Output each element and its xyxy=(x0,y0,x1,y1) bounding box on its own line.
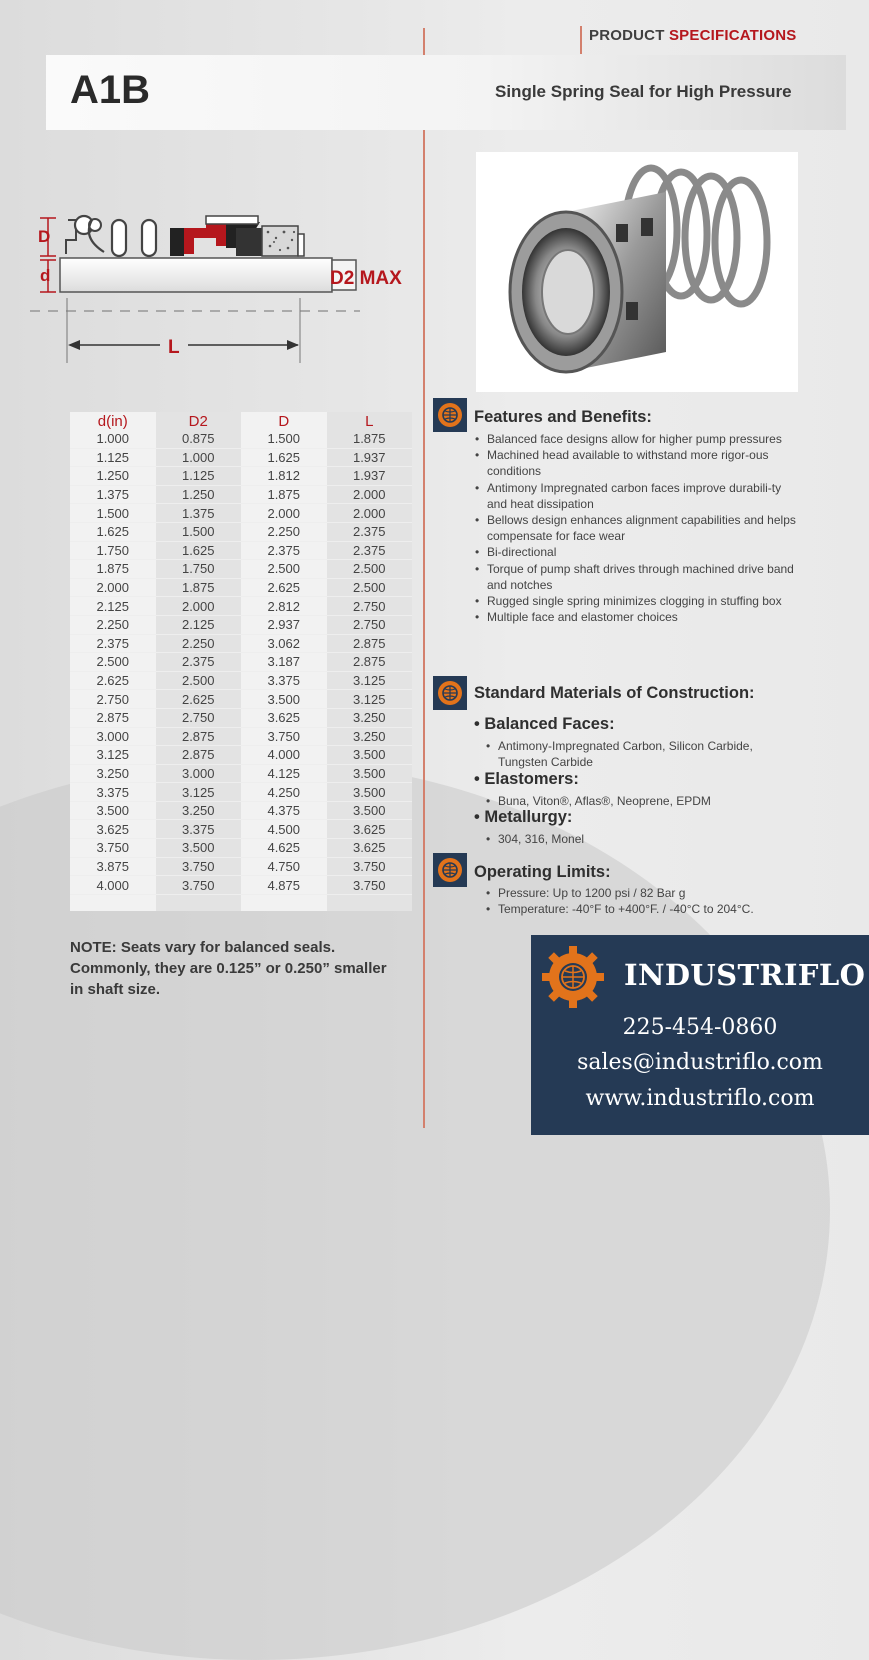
table-cell: 2.000 xyxy=(156,597,242,616)
table-cell: 3.625 xyxy=(241,708,327,727)
table-cell: 3.750 xyxy=(70,839,156,858)
table-cell: 1.937 xyxy=(327,467,413,486)
table-cell: 2.250 xyxy=(70,615,156,634)
table-cell: 3.062 xyxy=(241,634,327,653)
table-cell: 2.875 xyxy=(156,746,242,765)
list-item: • Bellows design enhances alignment capabilities and helps compensate for face wear xyxy=(474,512,804,544)
table-cell: 1.500 xyxy=(70,504,156,523)
table-cell: 3.500 xyxy=(327,783,413,802)
brand-email[interactable]: sales@industriflo.com xyxy=(577,1050,823,1075)
table-cell: 4.000 xyxy=(70,876,156,895)
table-header-row xyxy=(70,412,412,430)
table-cell: 2.000 xyxy=(70,578,156,597)
header-divider xyxy=(580,26,582,54)
table-cell: 1.625 xyxy=(70,522,156,541)
seat-note: NOTE: Seats vary for balanced seals. Commonly, they are 0.125” or 0.250” smaller in shaft size. xyxy=(70,939,387,998)
table-row xyxy=(70,522,412,541)
table-cell: 3.000 xyxy=(70,727,156,746)
table-cell: 3.625 xyxy=(70,820,156,839)
table-cell: 3.125 xyxy=(327,671,413,690)
column-header: D2 xyxy=(188,412,208,430)
table-row xyxy=(70,708,412,727)
table-cell: 3.875 xyxy=(70,857,156,876)
table-cell: 2.125 xyxy=(156,615,242,634)
vertical-divider xyxy=(423,28,425,1128)
dimension-label-d: d xyxy=(40,266,51,285)
table-cell: 4.250 xyxy=(241,783,327,802)
table-cell: 3.250 xyxy=(70,764,156,783)
table-row xyxy=(70,783,412,802)
table-cell: 1.125 xyxy=(156,467,242,486)
table-cell: 3.500 xyxy=(70,801,156,820)
features-list xyxy=(474,431,804,625)
table-row xyxy=(70,597,412,616)
table-cell: 2.375 xyxy=(241,541,327,560)
table-row xyxy=(70,560,412,579)
table-row xyxy=(70,727,412,746)
table-cell: 1.250 xyxy=(70,467,156,486)
table-cell: 2.875 xyxy=(156,727,242,746)
table-cell: 1.875 xyxy=(241,485,327,504)
table-row xyxy=(70,764,412,783)
table-row xyxy=(70,578,412,597)
list-item: • Machined head available to withstand more rigor-ous conditions xyxy=(474,447,804,479)
table-cell: 2.625 xyxy=(156,690,242,709)
dimension-label-d2-max: D2 MAX xyxy=(330,268,402,289)
table-cell: 1.937 xyxy=(327,448,413,467)
table-cell: 3.125 xyxy=(327,690,413,709)
list-item: • Multiple face and elastomer choices xyxy=(474,609,804,625)
list-item: • Pressure: Up to 1200 psi / 82 Bar g xyxy=(485,885,815,901)
product-subtitle: Single Spring Seal for High Pressure xyxy=(495,82,792,101)
seal-diagram xyxy=(30,148,413,388)
table-row xyxy=(70,615,412,634)
table-cell: 2.375 xyxy=(327,522,413,541)
table-cell: 2.500 xyxy=(327,578,413,597)
brand-phone[interactable]: 225-454-0860 xyxy=(622,1015,778,1040)
table-cell: 2.750 xyxy=(327,597,413,616)
gear-globe-icon xyxy=(433,676,467,710)
table-cell: 1.125 xyxy=(70,448,156,467)
table-cell: 4.750 xyxy=(241,857,327,876)
elastomers-list xyxy=(485,793,785,809)
table-cell: 2.875 xyxy=(327,634,413,653)
table-row xyxy=(70,504,412,523)
table-cell: 3.125 xyxy=(156,783,242,802)
table-cell: 3.375 xyxy=(156,820,242,839)
table-row xyxy=(70,653,412,672)
table-cell: 3.750 xyxy=(327,857,413,876)
industriflo-logo-icon xyxy=(540,944,606,1010)
table-cell: 2.750 xyxy=(70,690,156,709)
table-cell: 3.750 xyxy=(241,727,327,746)
table-cell: 1.875 xyxy=(327,430,413,448)
table-cell: 2.125 xyxy=(70,597,156,616)
table-cell: 2.625 xyxy=(241,578,327,597)
table-cell: 2.250 xyxy=(241,522,327,541)
table-cell: 2.812 xyxy=(241,597,327,616)
table-cell: 0.875 xyxy=(156,430,242,448)
table-cell: 2.875 xyxy=(327,653,413,672)
brand-website[interactable]: www.industriflo.com xyxy=(585,1086,815,1111)
list-item: • Balanced face designs allow for higher pump pressures xyxy=(474,431,804,447)
table-cell: 2.500 xyxy=(70,653,156,672)
table-spacer xyxy=(70,894,412,911)
metallurgy-heading: • Metallurgy: xyxy=(474,808,573,826)
table-cell: 3.500 xyxy=(327,764,413,783)
operating-limits-list xyxy=(485,885,815,917)
table-cell: 1.750 xyxy=(70,541,156,560)
balanced-faces-list xyxy=(485,738,785,770)
table-cell: 1.875 xyxy=(70,560,156,579)
table-cell: 3.625 xyxy=(327,839,413,858)
table-row xyxy=(70,671,412,690)
list-item: • Bi-directional xyxy=(474,544,804,560)
gear-globe-icon xyxy=(433,398,467,432)
table-cell: 2.000 xyxy=(241,504,327,523)
dimension-table xyxy=(70,412,412,911)
table-cell: 3.500 xyxy=(156,839,242,858)
table-row xyxy=(70,839,412,858)
operating-limits-title: Operating Limits: xyxy=(474,863,611,881)
table-cell: 2.875 xyxy=(70,708,156,727)
table-row xyxy=(70,690,412,709)
column-header: L xyxy=(365,412,374,430)
table-cell: 1.812 xyxy=(241,467,327,486)
table-row xyxy=(70,467,412,486)
table-row xyxy=(70,820,412,839)
dimension-label-D: D xyxy=(38,227,51,246)
table-cell: 2.375 xyxy=(70,634,156,653)
table-cell: 3.250 xyxy=(327,727,413,746)
table-cell: 3.125 xyxy=(70,746,156,765)
table-cell: 2.500 xyxy=(156,671,242,690)
gear-globe-icon xyxy=(433,853,467,887)
table-cell: 2.375 xyxy=(156,653,242,672)
table-row xyxy=(70,801,412,820)
metallurgy-list xyxy=(485,831,785,847)
table-cell: 2.937 xyxy=(241,615,327,634)
dimension-label-L: L xyxy=(168,337,180,358)
table-cell: 3.750 xyxy=(327,876,413,895)
table-cell: 2.250 xyxy=(156,634,242,653)
table-cell: 1.625 xyxy=(156,541,242,560)
table-cell: 4.375 xyxy=(241,801,327,820)
table-cell: 1.000 xyxy=(156,448,242,467)
table-cell: 3.500 xyxy=(327,801,413,820)
table-cell: 1.875 xyxy=(156,578,242,597)
column-header: D xyxy=(278,412,290,430)
product-specifications-heading: PRODUCT SPECIFICATIONS xyxy=(589,27,797,44)
table-row xyxy=(70,634,412,653)
table-row xyxy=(70,746,412,765)
table-cell: 3.000 xyxy=(156,764,242,783)
elastomers-heading: • Elastomers: xyxy=(474,770,579,788)
table-cell: 2.000 xyxy=(327,504,413,523)
table-cell: 3.375 xyxy=(241,671,327,690)
table-row xyxy=(70,448,412,467)
column-header: d(in) xyxy=(97,412,128,430)
table-cell: 4.125 xyxy=(241,764,327,783)
table-cell: 1.375 xyxy=(70,485,156,504)
list-item: • Antimony Impregnated carbon faces improve durabili-ty and heat dissipation xyxy=(474,480,804,512)
table-cell: 3.500 xyxy=(241,690,327,709)
table-cell: 3.750 xyxy=(156,876,242,895)
table-cell: 2.750 xyxy=(156,708,242,727)
materials-title: Standard Materials of Construction: xyxy=(474,684,755,702)
table-cell: 1.750 xyxy=(156,560,242,579)
table-cell: 3.250 xyxy=(156,801,242,820)
table-cell: 4.000 xyxy=(241,746,327,765)
table-cell: 4.875 xyxy=(241,876,327,895)
table-cell: 4.625 xyxy=(241,839,327,858)
list-item: • Buna, Viton®, Aflas®, Neoprene, EPDM xyxy=(485,793,785,809)
table-row xyxy=(70,430,412,448)
table-cell: 2.625 xyxy=(70,671,156,690)
table-cell: 1.375 xyxy=(156,504,242,523)
table-cell: 1.625 xyxy=(241,448,327,467)
list-item: • Antimony-Impregnated Carbon, Silicon Carbide, Tungsten Carbide xyxy=(485,738,785,770)
table-cell: 3.500 xyxy=(327,746,413,765)
table-cell: 3.750 xyxy=(156,857,242,876)
table-row xyxy=(70,485,412,504)
table-cell: 1.500 xyxy=(156,522,242,541)
table-row xyxy=(70,876,412,895)
brand-name: INDUSTRIFLO xyxy=(624,958,866,992)
list-item: • Torque of pump shaft drives through machined drive band and notches xyxy=(474,561,804,593)
product-photo xyxy=(476,152,798,392)
list-item: • Rugged single spring minimizes clogging in stuffing box xyxy=(474,593,804,609)
list-item: • 304, 316, Monel xyxy=(485,831,785,847)
table-row xyxy=(70,857,412,876)
table-cell: 2.375 xyxy=(327,541,413,560)
table-cell: 3.375 xyxy=(70,783,156,802)
table-cell: 1.250 xyxy=(156,485,242,504)
table-cell: 2.750 xyxy=(327,615,413,634)
features-title: Features and Benefits: xyxy=(474,408,652,426)
table-cell: 2.500 xyxy=(327,560,413,579)
table-cell: 3.187 xyxy=(241,653,327,672)
table-cell: 4.500 xyxy=(241,820,327,839)
model-name: A1B xyxy=(70,68,151,112)
table-cell: 1.000 xyxy=(70,430,156,448)
table-row xyxy=(70,541,412,560)
list-item: • Temperature: -40°F to +400°F. / -40°C to 204°C. xyxy=(485,901,815,917)
table-cell: 2.000 xyxy=(327,485,413,504)
table-cell: 2.500 xyxy=(241,560,327,579)
table-cell: 3.250 xyxy=(327,708,413,727)
balanced-faces-heading: • Balanced Faces: xyxy=(474,715,615,733)
table-cell: 1.500 xyxy=(241,430,327,448)
table-cell: 3.625 xyxy=(327,820,413,839)
